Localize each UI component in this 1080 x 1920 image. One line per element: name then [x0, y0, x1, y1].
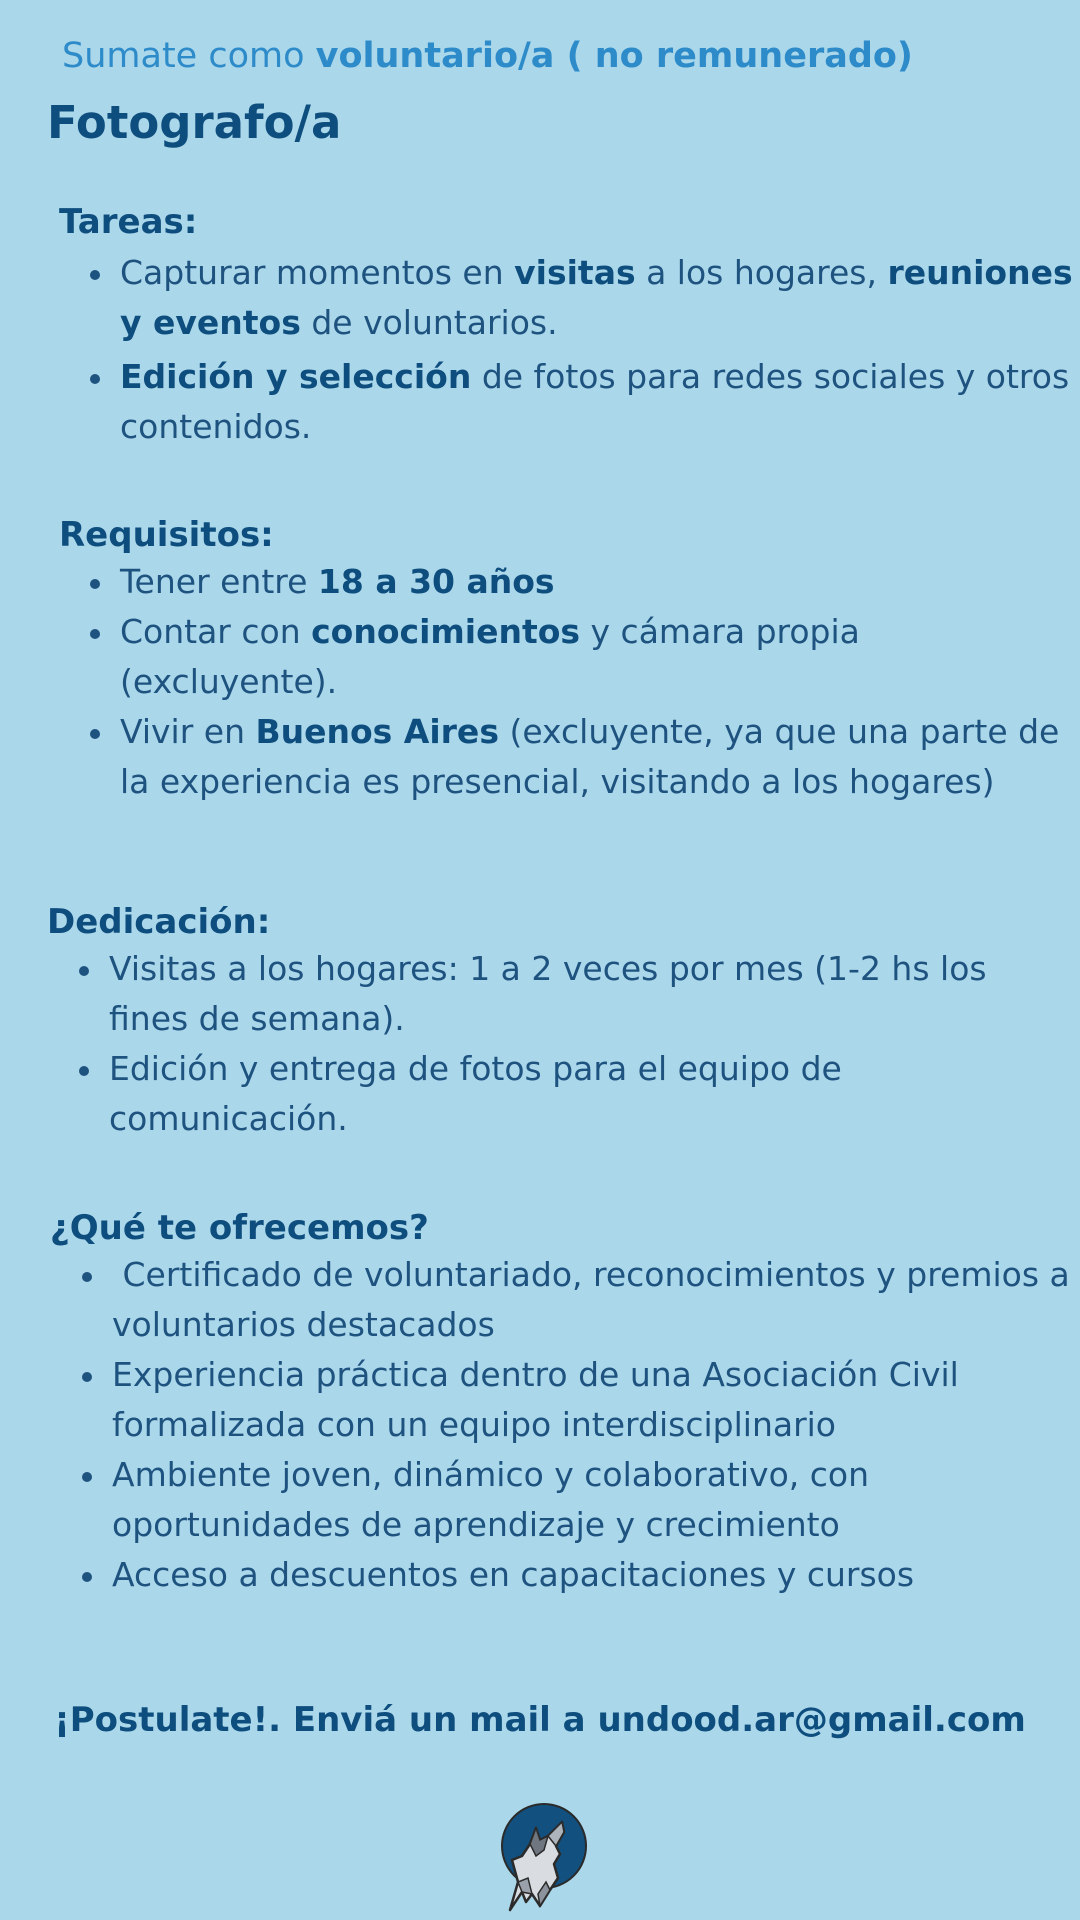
list-item: Contar con conocimientos y cámara propia (excluyente).	[120, 607, 1070, 707]
section-heading: Requisitos:	[59, 515, 274, 555]
subtitle-bold: voluntario/a ( no remunerado)	[315, 36, 913, 76]
list-item: Tener entre 18 a 30 años	[120, 557, 1070, 607]
list-item: Certificado de voluntariado, reconocimientos y premios a voluntarios destacados	[112, 1250, 1080, 1350]
bullet-list	[120, 557, 1070, 807]
bullet-list	[112, 1250, 1080, 1600]
section-ofrecemos	[50, 1206, 1080, 1600]
subtitle-prefix: Sumate como	[62, 36, 305, 76]
cta-text: ¡Postulate!. Enviá un mail a	[54, 1700, 598, 1740]
list-item: Experiencia práctica dentro de una Asociación Civil formalizada con un equipo interdisciplinario	[112, 1350, 1080, 1450]
section-tareas	[59, 200, 1080, 452]
list-item: Acceso a descuentos en capacitaciones y cursos	[112, 1550, 1080, 1600]
list-item: Edición y selección de fotos para redes sociales y otros contenidos.	[120, 352, 1080, 452]
list-item: Visitas a los hogares: 1 a 2 veces por mes (1-2 hs los fines de semana).	[109, 944, 1074, 1044]
call-to-action	[0, 1700, 1080, 1740]
list-item: Vivir en Buenos Aires (excluyente, ya que una parte de la experiencia es presencial, visitando a los hogares)	[120, 707, 1070, 807]
section-heading: ¿Qué te ofrecemos?	[50, 1208, 429, 1248]
section-heading: Tareas:	[59, 202, 198, 242]
bullet-list	[109, 944, 1074, 1144]
section-requisitos	[59, 513, 1070, 807]
bullet-list	[120, 248, 1080, 452]
page-title: Fotografo/a	[47, 96, 342, 149]
howling-wolf-icon	[488, 1798, 592, 1912]
section-dedicacion	[47, 900, 1074, 1144]
subtitle	[62, 36, 913, 76]
list-item: Capturar momentos en visitas a los hogares, reuniones y eventos de voluntarios.	[120, 248, 1080, 348]
list-item: Ambiente joven, dinámico y colaborativo, con oportunidades de aprendizaje y crecimiento	[112, 1450, 1080, 1550]
list-item: Edición y entrega de fotos para el equipo de comunicación.	[109, 1044, 1074, 1144]
section-heading: Dedicación:	[47, 902, 271, 942]
cta-email-link[interactable]: undood.ar@gmail.com	[597, 1700, 1026, 1740]
